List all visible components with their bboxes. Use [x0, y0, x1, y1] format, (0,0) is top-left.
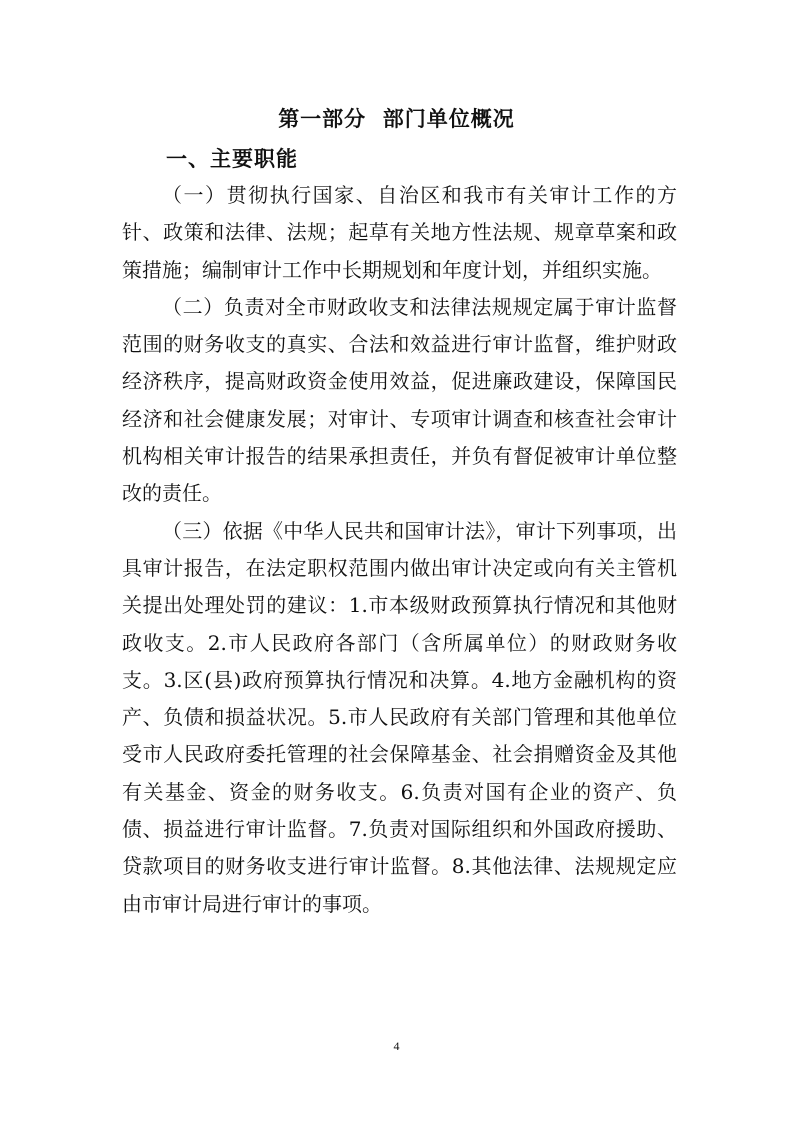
paragraph-1: （一）贯彻执行国家、自治区和我市有关审计工作的方针、政策和法律、法规；起草有关地方性法规、规章草案和政策措施；编制审计工作中长期规划和年度计划，并组织实施。: [122, 183, 677, 282]
page-number: 4: [393, 1039, 400, 1053]
body-text: [122, 177, 677, 923]
page-title: 第一部分 部门单位概况: [278, 107, 515, 131]
paragraph-3: （三）依据《中华人民共和国审计法》，审计下列事项，出具审计报告，在法定职权范围内做出审计决定或向有关主管机关提出处理处罚的建议：1.市本级财政预算执行情况和其他财政收支。2.市人民政府各部门（含所属单位）的财政财务收支。3.区(县)政府预算执行情况和决算。4.地方金融机构的资产、负债和损益状况。5.市人民政府有关部门管理和其他单位受市人民政府委托管理的社会保障基金、社会捐赠资金及其他有关基金、资金的财务收支。6.负责对国有企业的资产、负债、损益进行审计监督。7.负责对国际组织和外国政府援助、贷款项目的财务收支进行审计监督。8.其他法律、法规规定应由市审计局进行审计的事项。: [122, 518, 677, 916]
paragraph-2: （二）负责对全市财政收支和法律法规规定属于审计监督范围的财务收支的真实、合法和效益进行审计监督，维护财政经济秩序，提高财政资金使用效益，促进廉政建设，保障国民经济和社会健康发展；对审计、专项审计调查和核查社会审计机构相关审计报告的结果承担责任，并负有督促被审计单位整改的责任。: [122, 294, 677, 506]
section-heading: 一、主要职能: [166, 147, 298, 171]
